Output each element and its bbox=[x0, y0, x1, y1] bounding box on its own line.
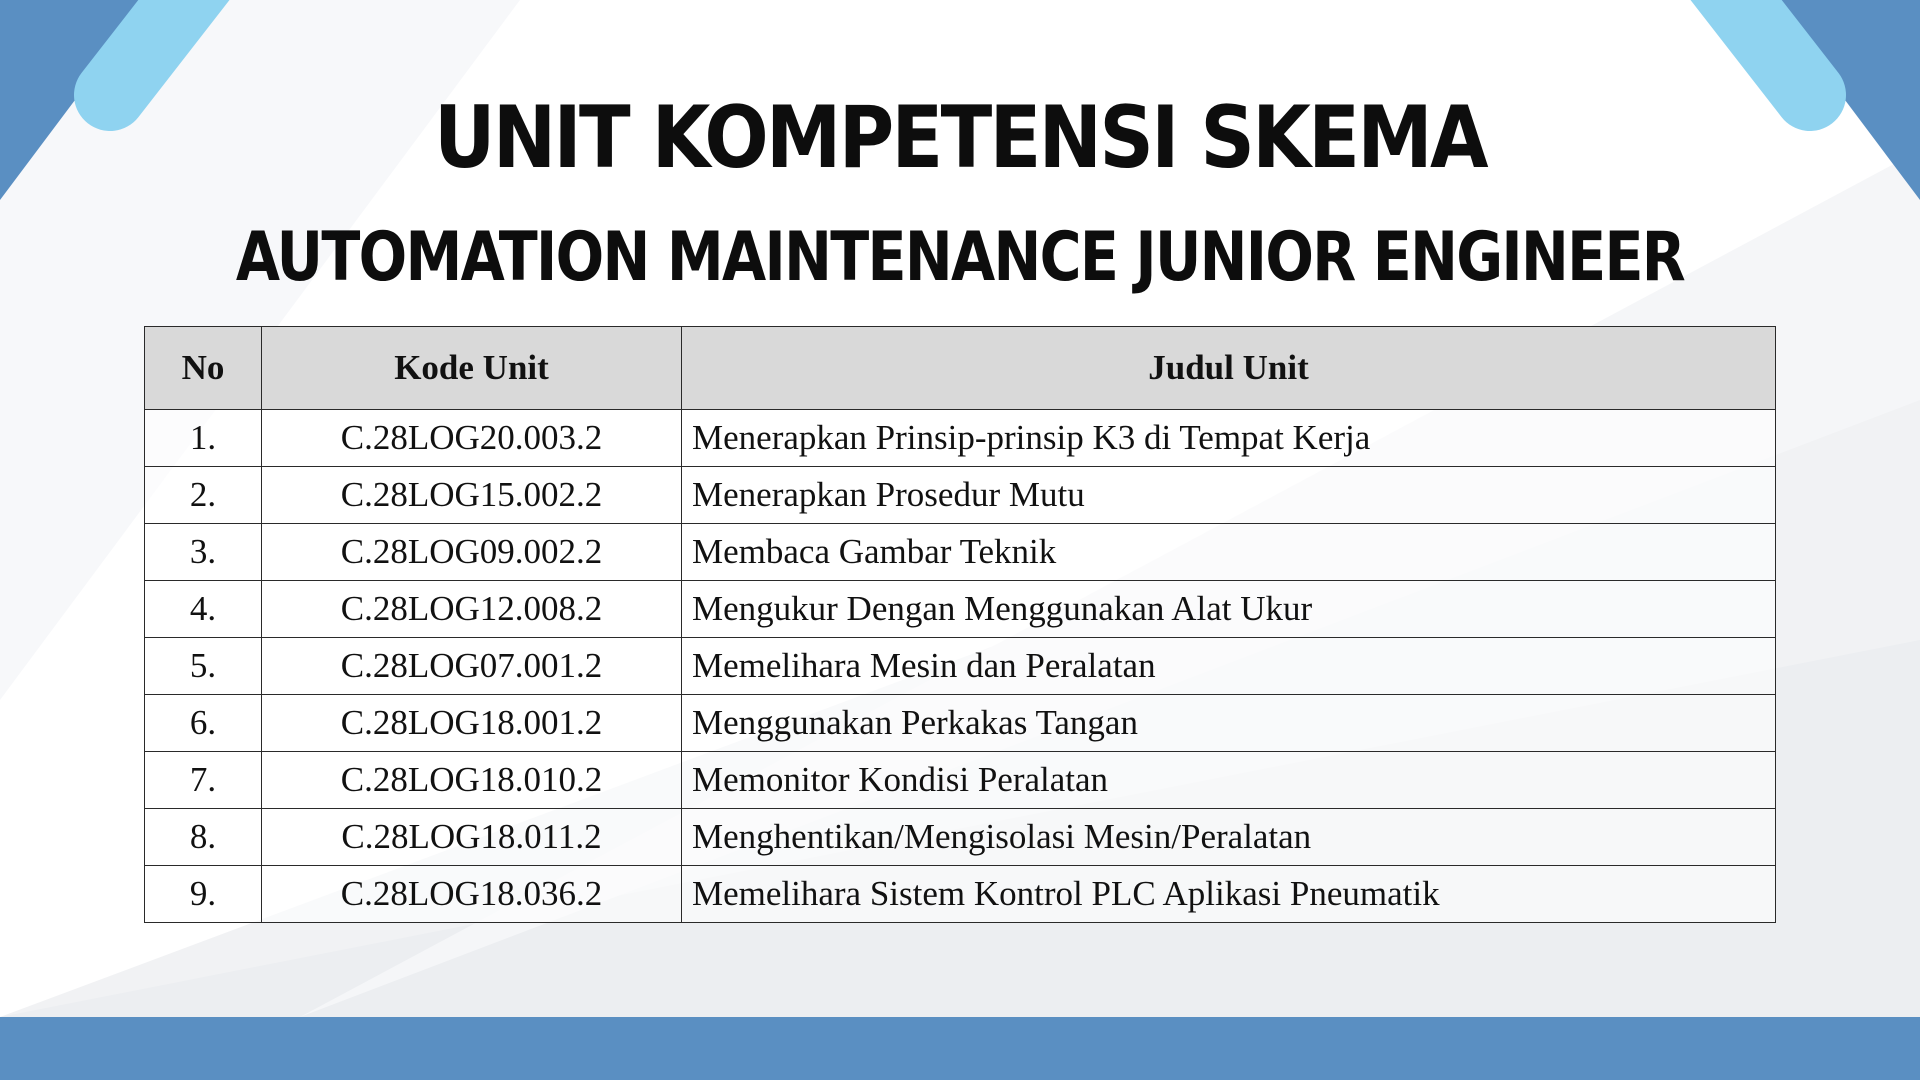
row-title: Menghentikan/Mengisolasi Mesin/Peralatan bbox=[682, 809, 1776, 866]
table-row bbox=[145, 752, 1776, 809]
row-no: 5. bbox=[145, 638, 262, 695]
row-code: C.28LOG15.002.2 bbox=[262, 467, 682, 524]
header-title: Judul Unit bbox=[682, 327, 1776, 410]
row-title: Memelihara Mesin dan Peralatan bbox=[682, 638, 1776, 695]
header-code: Kode Unit bbox=[262, 327, 682, 410]
competency-units-table bbox=[144, 326, 1776, 923]
table-row bbox=[145, 524, 1776, 581]
table-row bbox=[145, 581, 1776, 638]
table-row bbox=[145, 809, 1776, 866]
table-row bbox=[145, 638, 1776, 695]
row-no: 3. bbox=[145, 524, 262, 581]
row-code: C.28LOG07.001.2 bbox=[262, 638, 682, 695]
page-title: UNIT KOMPETENSI SKEMA bbox=[434, 88, 1486, 188]
table-row bbox=[145, 410, 1776, 467]
table-row bbox=[145, 467, 1776, 524]
row-no: 6. bbox=[145, 695, 262, 752]
row-code: C.28LOG18.036.2 bbox=[262, 866, 682, 923]
page-subtitle: AUTOMATION MAINTENANCE JUNIOR ENGINEER bbox=[235, 218, 1685, 297]
row-code: C.28LOG12.008.2 bbox=[262, 581, 682, 638]
row-no: 4. bbox=[145, 581, 262, 638]
row-code: C.28LOG09.002.2 bbox=[262, 524, 682, 581]
table-row bbox=[145, 866, 1776, 923]
row-title: Mengukur Dengan Menggunakan Alat Ukur bbox=[682, 581, 1776, 638]
row-code: C.28LOG18.011.2 bbox=[262, 809, 682, 866]
row-no: 8. bbox=[145, 809, 262, 866]
bottom-accent-bar bbox=[0, 1017, 1920, 1080]
row-title: Menerapkan Prosedur Mutu bbox=[682, 467, 1776, 524]
table-row bbox=[145, 695, 1776, 752]
row-no: 2. bbox=[145, 467, 262, 524]
row-code: C.28LOG18.010.2 bbox=[262, 752, 682, 809]
row-title: Menggunakan Perkakas Tangan bbox=[682, 695, 1776, 752]
row-no: 7. bbox=[145, 752, 262, 809]
row-code: C.28LOG20.003.2 bbox=[262, 410, 682, 467]
row-code: C.28LOG18.001.2 bbox=[262, 695, 682, 752]
table-header-row bbox=[145, 327, 1776, 410]
row-title: Membaca Gambar Teknik bbox=[682, 524, 1776, 581]
row-title: Menerapkan Prinsip-prinsip K3 di Tempat Kerja bbox=[682, 410, 1776, 467]
row-no: 9. bbox=[145, 866, 262, 923]
header-no: No bbox=[145, 327, 262, 410]
row-title: Memelihara Sistem Kontrol PLC Aplikasi Pneumatik bbox=[682, 866, 1776, 923]
row-no: 1. bbox=[145, 410, 262, 467]
row-title: Memonitor Kondisi Peralatan bbox=[682, 752, 1776, 809]
